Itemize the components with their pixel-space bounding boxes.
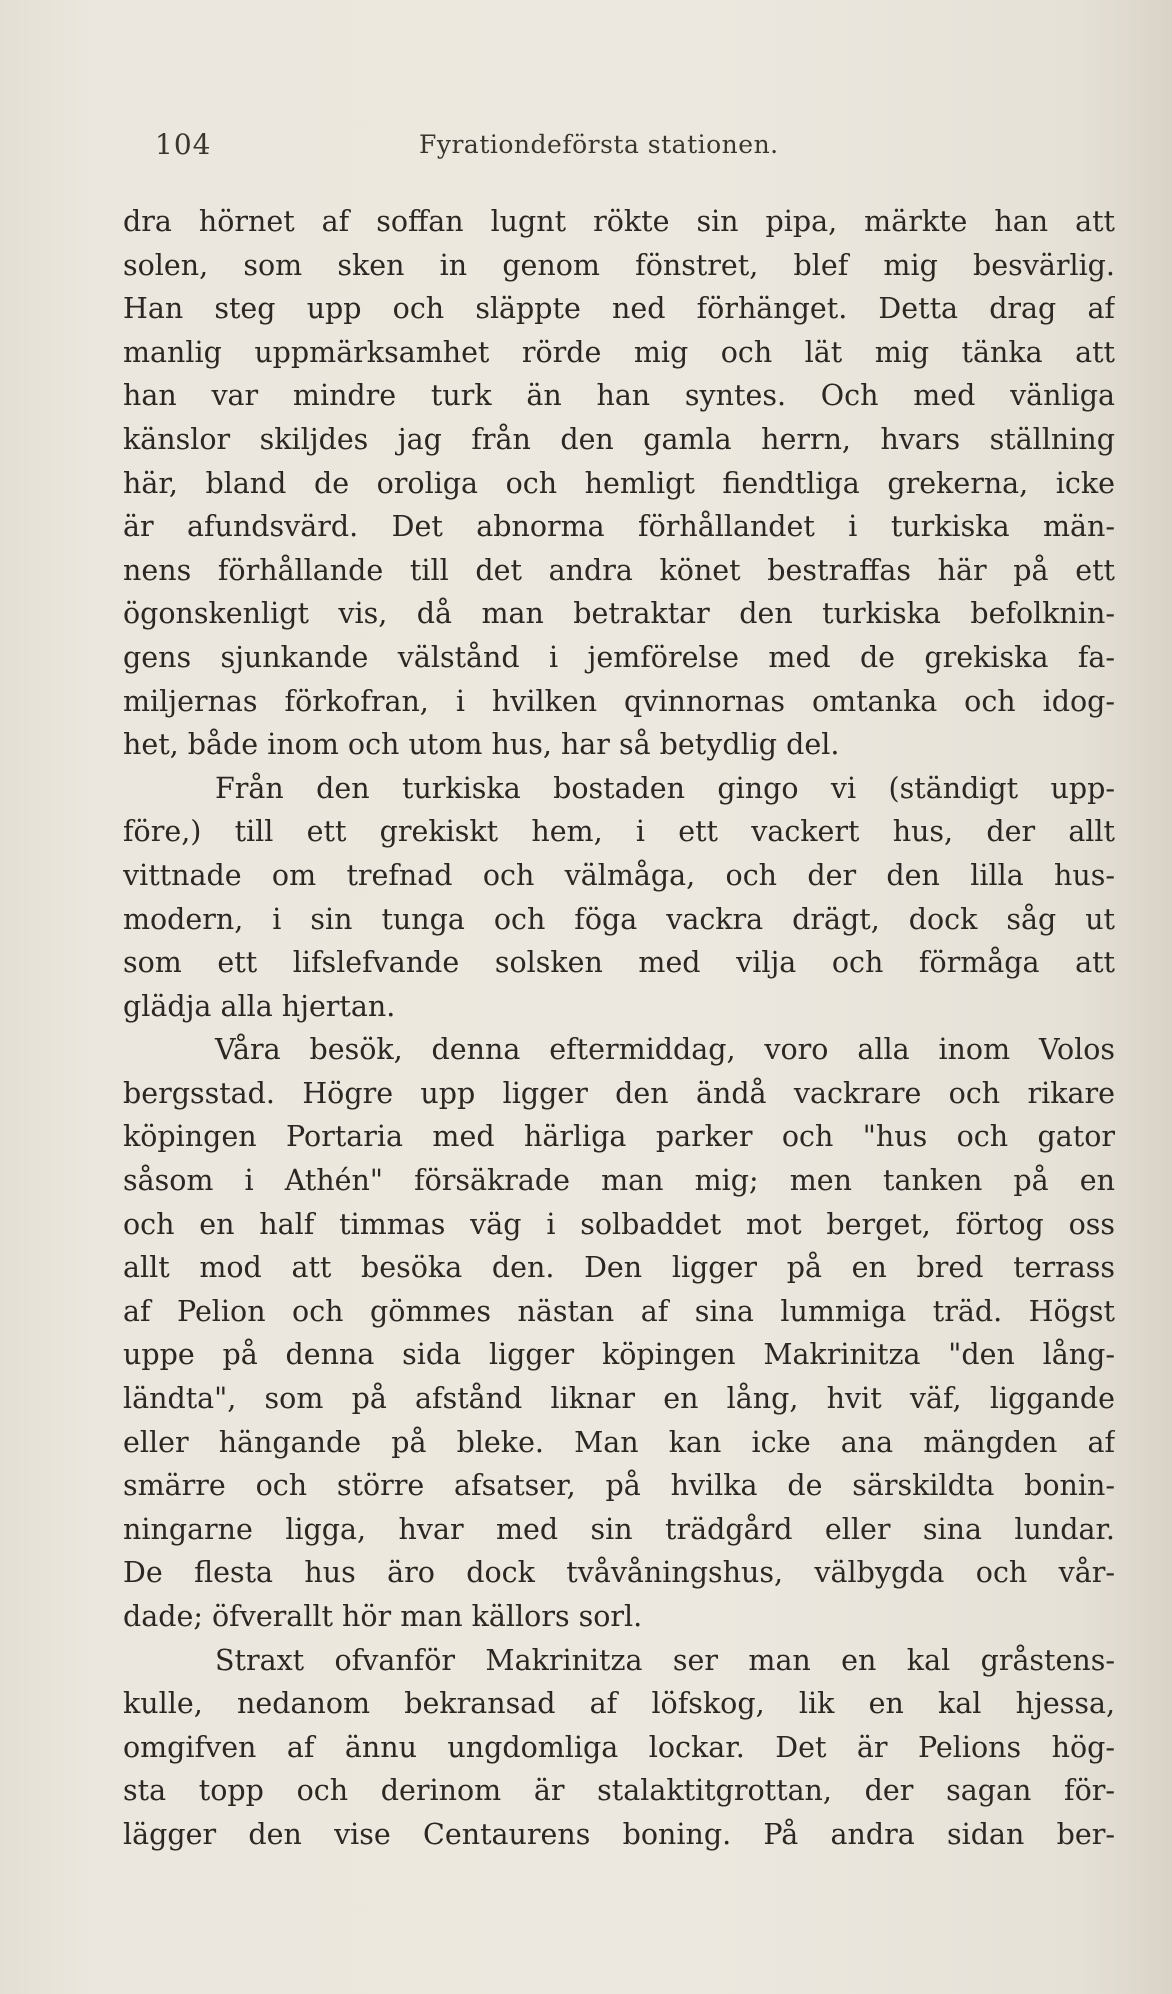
text-line: sta topp och derinom är stalaktitgrottan, der sagan för-	[123, 1774, 1115, 1808]
text-line: lägger den vise Centaurens boning. På andra sidan ber-	[123, 1817, 1115, 1851]
text-line: ningarne ligga, hvar med sin trädgård eller sina lundar.	[123, 1512, 1115, 1546]
text-line: före,) till ett grekiskt hem, i ett vackert hus, der allt	[123, 815, 1115, 849]
text-line: som ett lifslefvande solsken med vilja och förmåga att	[123, 946, 1115, 980]
page-number: 104	[155, 128, 212, 161]
text-line: och en half timmas väg i solbaddet mot berget, förtog oss	[123, 1207, 1115, 1241]
page-header	[155, 128, 1025, 168]
text-line: bergsstad. Högre upp ligger den ändå vackrare och rikare	[123, 1076, 1115, 1110]
text-line: miljernas förkofran, i hvilken qvinnornas omtanka och idog-	[123, 684, 1115, 718]
text-line: här, bland de oroliga och hemligt fiendtliga grekerna, icke	[123, 466, 1115, 500]
text-line: solen, som sken in genom fönstret, blef mig besvärlig.	[123, 248, 1115, 282]
text-line: Från den turkiska bostaden gingo vi (ständigt upp-	[215, 771, 1115, 805]
text-line: är afundsvärd. Det abnorma förhållandet i turkiska män-	[123, 510, 1115, 544]
text-line: het, både inom och utom hus, har så betydlig del.	[123, 728, 840, 762]
text-line: ögonskenligt vis, då man betraktar den turkiska befolknin-	[123, 597, 1115, 631]
running-title: Fyrationdeförsta stationen.	[419, 130, 779, 159]
text-line: uppe på denna sida ligger köpingen Makrinitza "den lång-	[123, 1338, 1115, 1372]
text-line: gens sjunkande välstånd i jemförelse med de grekiska fa-	[123, 640, 1115, 674]
text-line: ländta", som på afstånd liknar en lång, hvit väf, liggande	[123, 1382, 1115, 1416]
text-line: allt mod att besöka den. Den ligger på en bred terrass	[123, 1251, 1115, 1285]
text-line: manlig uppmärksamhet rörde mig och lät mig tänka att	[123, 335, 1115, 369]
text-line: köpingen Portaria med härliga parker och "hus och gator	[123, 1120, 1115, 1154]
text-line: han var mindre turk än han syntes. Och med vänliga	[123, 379, 1115, 413]
text-line: dra hörnet af soffan lugnt rökte sin pipa, märkte han att	[123, 205, 1115, 238]
text-line: af Pelion och gömmes nästan af sina lummiga träd. Högst	[123, 1294, 1115, 1328]
text-line: smärre och större afsatser, på hvilka de särskildta bonin-	[123, 1469, 1115, 1503]
text-line: dade; öfverallt hör man källors sorl.	[123, 1600, 643, 1633]
text-line: modern, i sin tunga och föga vackra drägt, dock såg ut	[123, 902, 1115, 936]
text-line: eller hängande på bleke. Man kan icke ana mängden af	[123, 1425, 1115, 1459]
body-text	[123, 200, 1115, 1857]
text-line: De flesta hus äro dock tvåvåningshus, välbygda och vår-	[123, 1556, 1115, 1590]
text-line: såsom i Athén" försäkrade man mig; men tanken på en	[123, 1164, 1115, 1198]
text-line: kulle, nedanom bekransad af löfskog, lik en kal hjessa,	[123, 1687, 1115, 1721]
text-line: vittnade om trefnad och välmåga, och der den lilla hus-	[123, 858, 1115, 892]
text-line: Han steg upp och släppte ned förhänget. Detta drag af	[123, 292, 1115, 326]
text-line: glädja alla hjertan.	[123, 989, 396, 1023]
text-line: känslor skiljdes jag från den gamla herrn, hvars ställning	[123, 422, 1115, 456]
text-line: nens förhållande till det andra könet bestraffas här på ett	[123, 553, 1115, 587]
text-line: omgifven af ännu ungdomliga lockar. Det är Pelions hög-	[123, 1730, 1115, 1764]
text-line: Våra besök, denna eftermiddag, voro alla inom Volos	[215, 1033, 1115, 1067]
text-line: Straxt ofvanför Makrinitza ser man en kal gråstens-	[215, 1643, 1115, 1677]
